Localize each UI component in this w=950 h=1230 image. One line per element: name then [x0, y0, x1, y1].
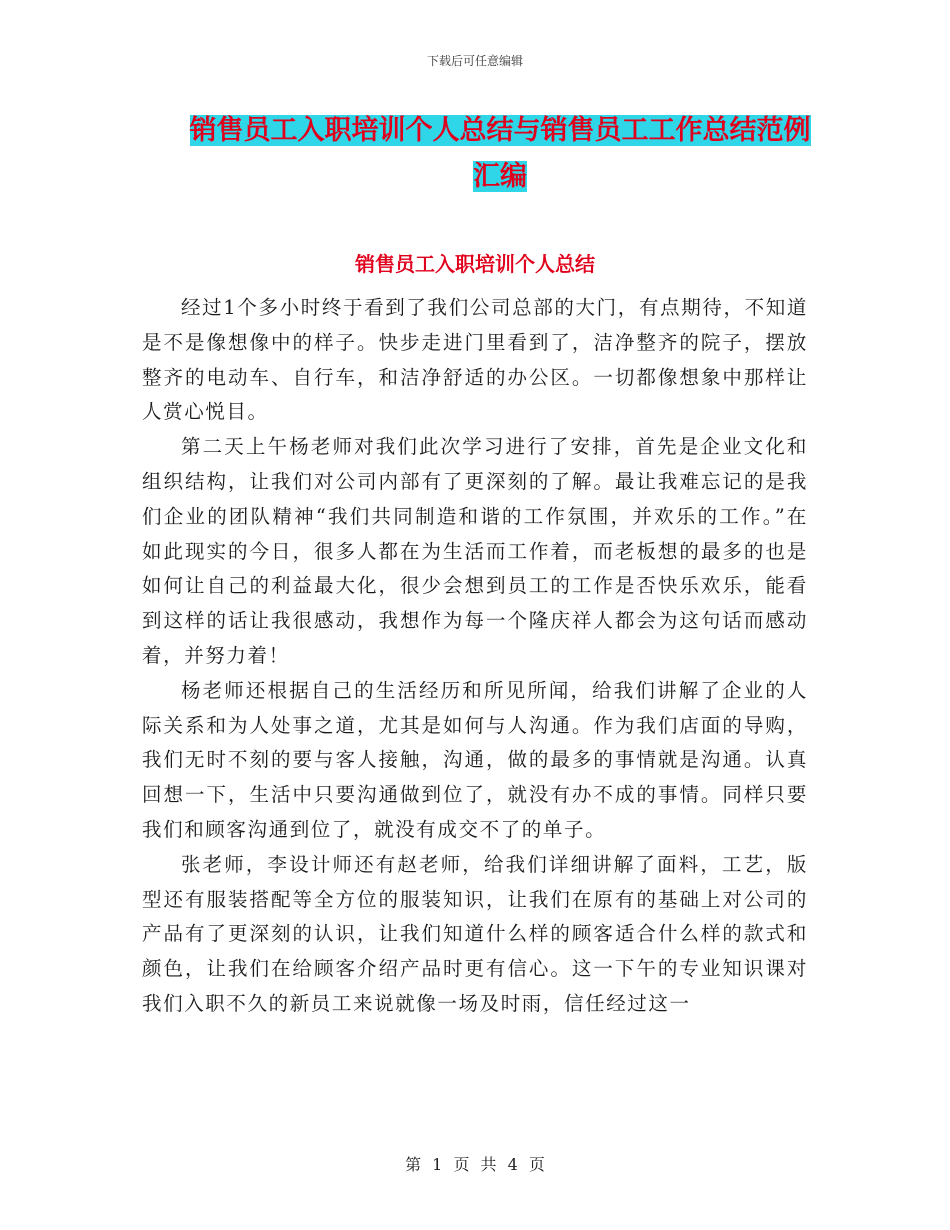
section-title: 销售员工入职培训个人总结: [355, 252, 595, 276]
header-note: 下载后可任意编辑: [426, 54, 523, 68]
paragraph-2: 第二天上午杨老师对我们此次学习进行了安排，首先是企业文化和组织结构，让我们对公司内部有了更深刻的了解。最让我难忘记的是我们企业的团队精神“我们共同制造和谐的工作氛围，并欢乐的工作。”在如此现实的今日，很多人都在为生活而工作着，而老板想的最多的也是如何让自己的利益最大化，很少会想到员工的工作是否快乐欢乐，能看到这样的话让我很感动，我想作为每一个隆庆祥人都会为这句话而感动着，并努力着！: [142, 435, 808, 667]
body-text: [142, 291, 808, 1022]
document-title: [160, 108, 840, 200]
title-line-1: 销售员工入职培训个人总结与销售员工工作总结范例: [189, 115, 811, 146]
page-footer: 第 1 页 共 4 页: [405, 1155, 545, 1174]
paragraph-1: 经过1个多小时终于看到了我们公司总部的大门，有点期待，不知道是不是像想像中的样子。快步走进门里看到了，洁净整齐的院子，摆放整齐的电动车、自行车，和洁净舒适的办公区。一切都像想象中那样让人赏心悦目。: [142, 296, 808, 424]
paragraph-3: 杨老师还根据自己的生活经历和所见所闻，给我们讲解了企业的人际关系和为人处事之道，尤其是如何与人沟通。作为我们店面的导购，我们无时不刻的要与客人接触，沟通，做的最多的事情就是沟通。认真回想一下，生活中只要沟通做到位了，就没有办不成的事情。同样只要我们和顾客沟通到位了，就没有成交不了的单子。: [142, 678, 808, 841]
paragraph-4: 张老师，李设计师还有赵老师，给我们详细讲解了面料，工艺，版型还有服装搭配等全方位的服装知识，让我们在原有的基础上对公司的产品有了更深刻的认识，让我们知道什么样的顾客适合什么样的款式和颜色，让我们在给顾客介绍产品时更有信心。这一下午的专业知识课对我们入职不久的新员工来说就像一场及时雨，信任经过这一: [142, 852, 808, 1015]
title-line-2: 汇编: [473, 161, 527, 192]
